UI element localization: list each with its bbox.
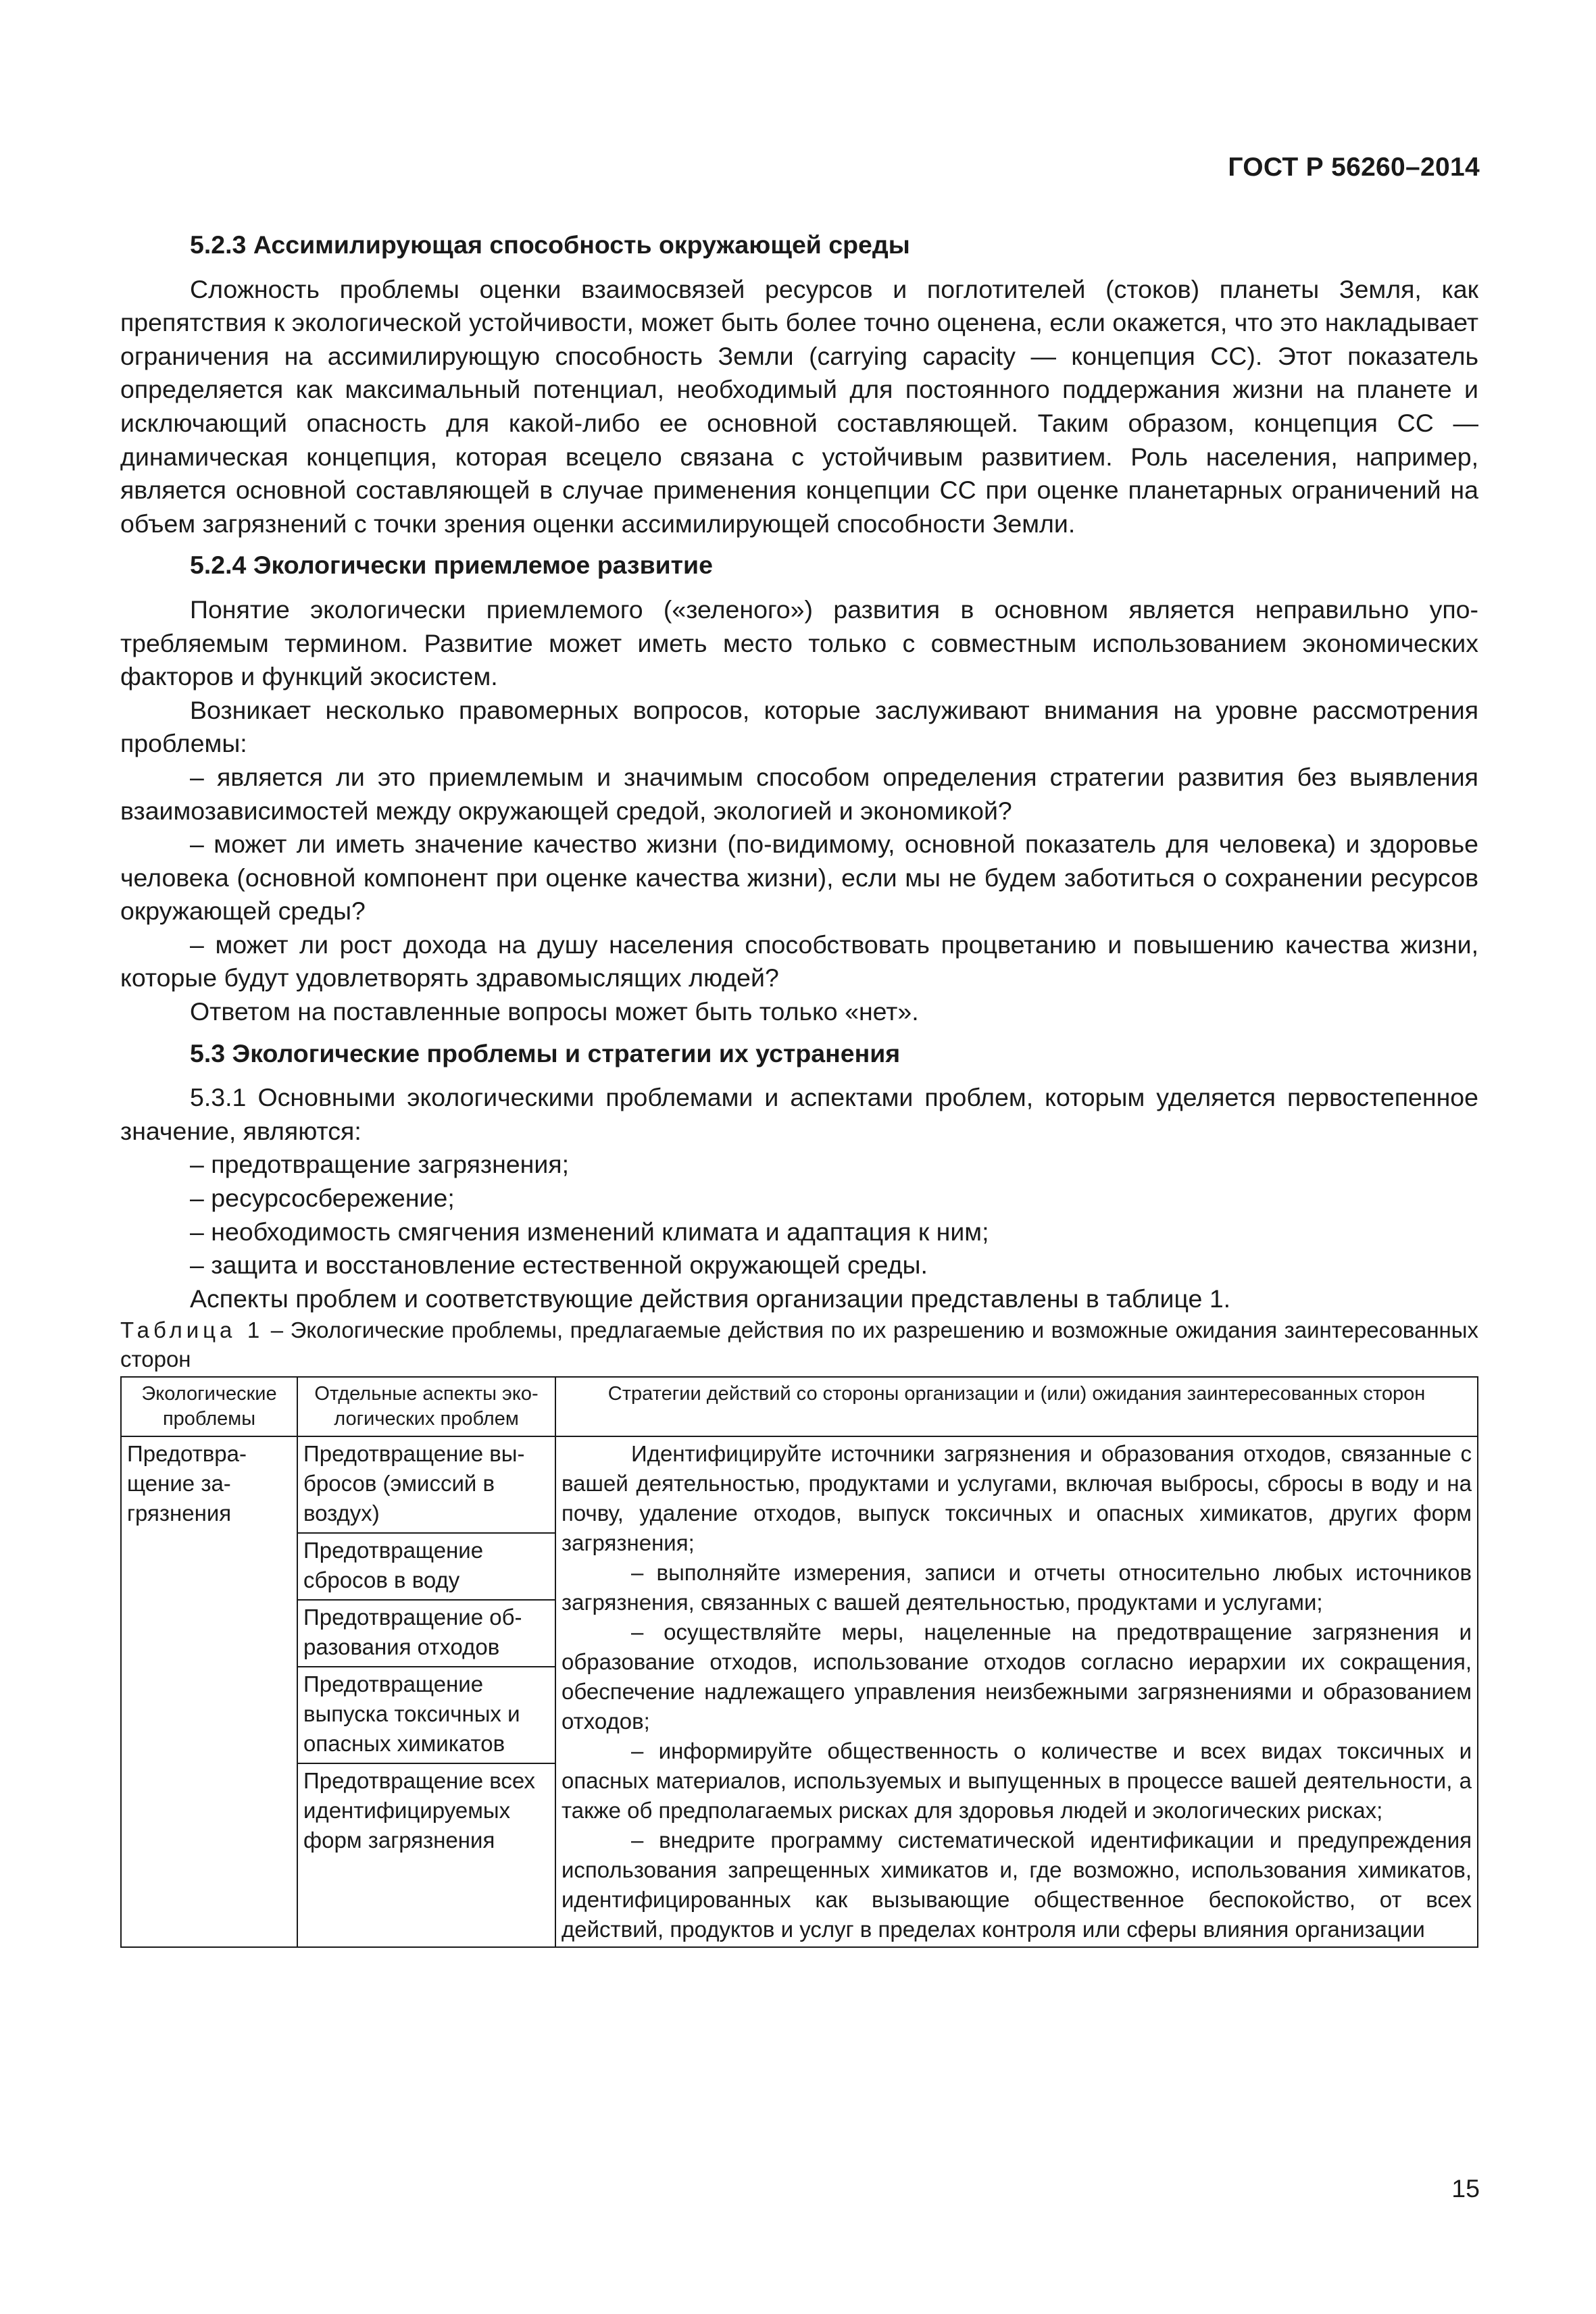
column-header-aspects: Отдельные аспекты экологических проблем [297,1377,555,1436]
paragraph: Возникает несколько правомерных вопросов, которые заслуживают внимания на уровне рассмотрения проблемы: [120,695,1478,758]
strategy-item: – внедрите программу систематической идентификации и предупреждения использования запрещенных химикатов и, где возможно, использования химикатов, идентифицированных как вызывающие общественное беспокойство, от всех действий, продуктов и услуг в пределах контроля или сферы влияния организации [562,1828,1472,1942]
column-header-strategies: Стратегии действий со стороны организации и (или) ожидания заинтересованных сторон [555,1377,1478,1436]
list-item: – ресурсосбережение; [190,1184,455,1213]
list-item: – может ли иметь значение качество жизни (по-видимому, основной показатель для человека) и здоровье человека (основной компонент при оценке качества жизни), если мы не будем заботиться о сохранении ресурсов окружающей среды? [120,830,1478,926]
table-1 [120,1376,1478,1948]
aspect-item: Предотвращение образования отходов [298,1601,555,1667]
cell-strategies [555,1436,1478,1947]
section-heading-5-2-3: 5.2.3 Ассимилирующая способность окружающей среды [190,230,910,259]
paragraph: 5.3.1 Основными экологическими проблемами и аспектами проблем, которым уделяется первостепенное значение, являются: [120,1083,1478,1145]
table-header-row [121,1377,1478,1436]
column-header-problems: Экологические проблемы [121,1377,297,1436]
paragraph: Понятие экологически приемлемого («зеленого») развития в основном является неправильно употребляемым термином. Развитие может иметь место только с совместным использованием экономических факторов и функций экосистем. [120,595,1478,691]
cell-aspects [297,1436,555,1947]
aspect-item: Предотвращение всех идентифицируемых форм загрязнения [303,1768,536,1853]
section-heading-5-2-4: 5.2.4 Экологически приемлемое развитие [190,551,713,580]
aspect-item: Предотвращение выбросов (эмиссий в воздух) [298,1437,555,1534]
table-caption-label: Таблица 1 [120,1317,264,1343]
strategy-item: – осуществляйте меры, нацеленные на предотвращение загрязнения и образование отходов, использование отходов согласно иерархии их сокращения, обеспечение надлежащего управления неизбежными загрязнениями и образованием отходов; [562,1619,1472,1734]
table-caption-text: – Экологические проблемы, предлагаемые действия по их разрешению и возможные ожидания заинтересованных сторон [120,1317,1478,1372]
aspect-item: Предотвращение сбросов в воду [298,1534,555,1601]
paragraph: Ответом на поставленные вопросы может быть только «нет». [190,997,919,1026]
list-item: – необходимость смягчения изменений климата и адаптация к ним; [190,1217,989,1246]
document-body [120,228,1478,1948]
table-caption [120,1315,1478,1374]
list-item: – может ли рост дохода на душу населения способствовать процветанию и повышению качества жизни, которые будут удовлетворять здравомыслящих людей? [120,930,1478,992]
section-heading-5-3: 5.3 Экологические проблемы и стратегии их устранения [190,1038,901,1067]
strategy-item: Идентифицируйте источники загрязнения и образования отходов, связанные с вашей деятельностью, продуктами и услугами, включая выбросы, сбросы в воду и на почву, удаление отходов, выпуск токсичных и опасных химикатов, других форм загрязнения; [562,1441,1472,1556]
cell-problem: Предотвращение загрязнения [121,1436,297,1947]
strategy-item: – выполняйте измерения, записи и отчеты относительно любых источников загрязнения, связанных с вашей деятельностью, продуктами и услугами; [562,1560,1472,1615]
paragraph: Сложность проблемы оценки взаимосвязей ресурсов и поглотителей (стоков) планеты Земля, как препятствия к экологической устойчивости, может быть более точно оценена, если окажется, что это накладывает ограничения на ассимилирующую способность Земли (carrying capacity — концепция СС). Этот показатель определяется как максимальный потенциал, необходимый для постоянного поддержания жизни на планете и исключающий опасность для какой-либо ее основной составляющей. Таким образом, концепция СС — динамическая концепция, которая всецело связана с устойчивым развитием. Роль населения, например, является основной составляющей в случае применения концепции СС при оценке планетарных ограничений на объем загрязнений с точки зрения оценки ассимилирующей способности Земли. [120,274,1478,538]
paragraph: Аспекты проблем и соответствующие действия организации представлены в таблице 1. [190,1284,1231,1313]
list-item: – защита и восстановление естественной окружающей среды. [190,1251,928,1280]
list-item: – предотвращение загрязнения; [190,1150,570,1179]
list-item: – является ли это приемлемым и значимым способом определения стратегии развития без выявления взаимозависимостей между окружающей средой, экологией и экономикой? [120,762,1478,825]
strategy-item: – информируйте общественность о количестве и всех видах токсичных и опасных материалов, используемых и выпущенных в процессе вашей деятельности, а также об предполагаемых рисках для здоровья людей и экологических рисках; [562,1738,1472,1823]
document-code: ГОСТ Р 56260–2014 [1228,153,1480,182]
aspect-item: Предотвращение выпуска токсичных и опасных химикатов [298,1667,555,1764]
page-number: 15 [1451,2174,1480,2203]
table-row [121,1436,1478,1947]
